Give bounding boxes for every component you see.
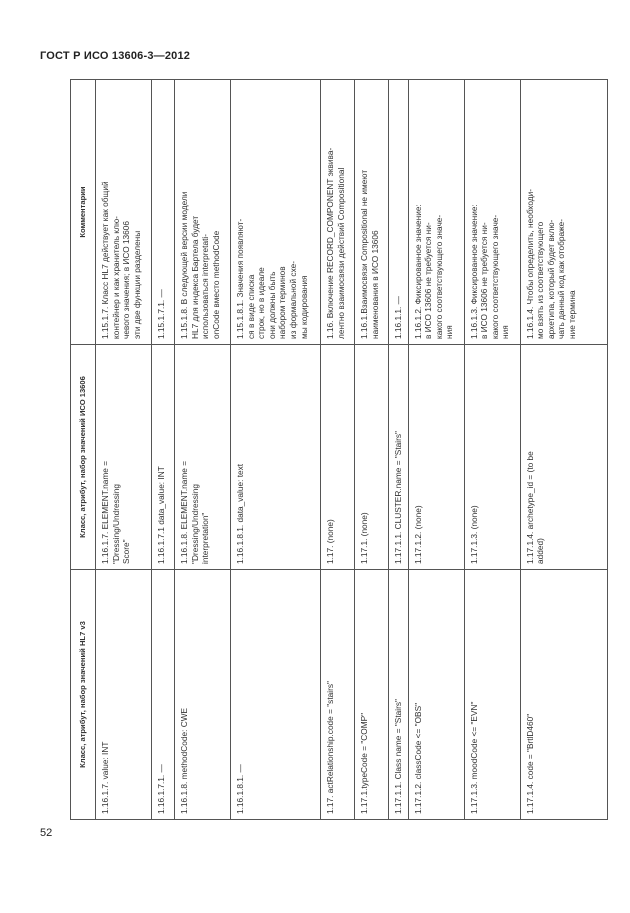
rotated-table — [70, 80, 605, 820]
mapping-table — [70, 79, 608, 820]
table-row — [408, 80, 464, 820]
column-header-hl7: Класс, атрибут, набор значений HL7 v3 — [71, 570, 96, 820]
iso-cell: 1.16.1.7.1 data_value: INT — [152, 345, 175, 570]
table-row — [96, 80, 152, 820]
comment-cell: 1.16.1.1. — — [389, 80, 409, 345]
hl7-cell: 1.17.1.typeCode = "COMP" — [355, 570, 389, 820]
table-row — [321, 80, 355, 820]
hl7-cell: 1.17.1.2. classCode <= "OBS" — [408, 570, 464, 820]
rotated-table-container — [70, 80, 605, 820]
iso-cell: 1.17.1.1. CLUSTER.name = "Stairs" — [389, 345, 409, 570]
table-row — [152, 80, 175, 820]
iso-cell: 1.16.1.8. ELEMENT.name = "Dressing/Undressing interpretation" — [175, 345, 231, 570]
hl7-cell: 1.17. actRelationship.code = "stairs" — [321, 570, 355, 820]
comment-cell: 1.16.1.2. Фиксированное значение: в ИСО 13606 не требуется ни- какого соответствующего значе- ния — [408, 80, 464, 345]
iso-cell: 1.16.1.8.1. data_value: text — [231, 345, 321, 570]
hl7-cell: 1.16.1.7. value: INT — [96, 570, 152, 820]
hl7-cell: 1.16.1.8. methodCode: CWE — [175, 570, 231, 820]
table-row — [464, 80, 520, 820]
comment-cell: 1.15.1.7. Класс HL7 действует как общий контейнер и как хранитель клю- чевого значения; в ИСО 13606 эти две функции разделены — [96, 80, 152, 345]
comment-cell: 1.15.1.7.1. — — [152, 80, 175, 345]
table-header-row — [71, 80, 96, 820]
hl7-cell: 1.16.1.7.1. — — [152, 570, 175, 820]
table-row — [389, 80, 409, 820]
iso-cell: 1.17. (none) — [321, 345, 355, 570]
table-row — [520, 80, 607, 820]
iso-cell: 1.17.1.3. (none) — [464, 345, 520, 570]
iso-cell: 1.17.1. (none) — [355, 345, 389, 570]
comment-cell: 1.16.1.Взаимосвязи Compositional не имеют наименования в ИСО 13606 — [355, 80, 389, 345]
comment-cell: 1.15.1.8.1. Значения появляют- ся в виде списка строк, но в идеале они должны быть набором терминов из формальной схе- мы кодирования — [231, 80, 321, 345]
comment-cell: 1.16.1.3. Фиксированное значение: в ИСО 13606 не требуется ни- какого соответствующего значе- ния — [464, 80, 520, 345]
iso-cell: 1.16.1.7. ELEMENT.name = "Dressing/Undressing Score" — [96, 345, 152, 570]
page-number: 52 — [40, 827, 53, 839]
comment-cell: 1.16.1.4. Чтобы определить, необходи- мо взять из соответствующего архетипа, который будет вклю- чать данный код как отображе- ние термина — [520, 80, 607, 345]
hl7-cell: 1.17.1.4. code = "BrtlD460" — [520, 570, 607, 820]
hl7-cell: 1.17.1.3. moodCode <= "EVN" — [464, 570, 520, 820]
hl7-cell: 1.16.1.8.1. — — [231, 570, 321, 820]
comment-cell: 1.15.1.8. В следующей версии модели HL7 для индекса Бартела будет использоваться interpretati- onCode вместо methodCode — [175, 80, 231, 345]
table-row — [175, 80, 231, 820]
hl7-cell: 1.17.1.1. Class name = "Stairs" — [389, 570, 409, 820]
column-header-iso13606: Класс, атрибут, набор значений ИСО 13606 — [71, 345, 96, 570]
comment-cell: 1.16. Включение RECORD_COMPONENT эквива- лентно взаимосвязи действий Compositional — [321, 80, 355, 345]
document-header: ГОСТ Р ИСО 13606-3—2012 — [40, 50, 191, 62]
iso-cell: 1.17.1.4. archetype_id = (to be added) — [520, 345, 607, 570]
table-row — [231, 80, 321, 820]
iso-cell: 1.17.1.2. (none) — [408, 345, 464, 570]
table-row — [355, 80, 389, 820]
column-header-comments: Комментарии — [71, 80, 96, 345]
